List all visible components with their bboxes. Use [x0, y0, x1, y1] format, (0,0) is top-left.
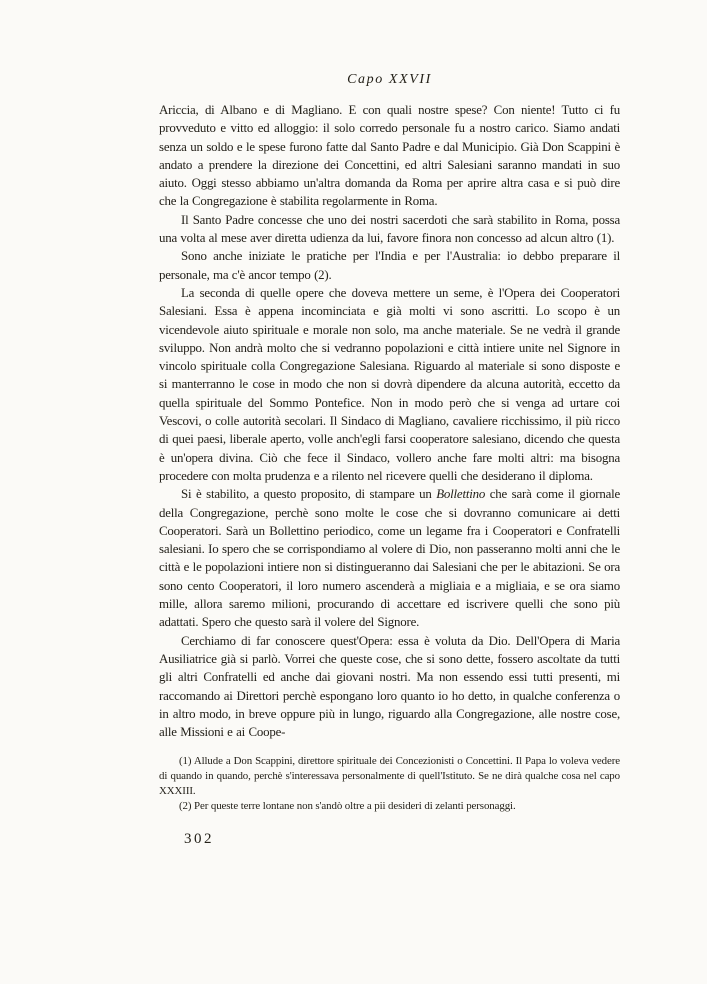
page-number: 302: [184, 831, 214, 848]
text-run: che sarà come il giornale della Congregazione, perchè sono molte le cose che si dovranno comunicare ai detti Cooperatori. Sarà un Bollettino periodico, come un legame fra i Cooperatori e Confratelli salesiani. Io spero che se corrispondiamo al volere di Dio, non passeranno molti anni che le città e le popolazioni intiere non si distingueranno dai Salesiani che per le abitazioni. Se ora sono cento Cooperatori, il loro numero ascenderà a migliaia e a migliaia, e se ora siamo mille, allora saremo milioni, procurando di accettare ed iscrivere quelli che sono più adattati. Spero che questo sarà il volere del Signore.: [159, 487, 620, 630]
paragraph: [159, 211, 620, 248]
paragraph: [159, 284, 620, 485]
paragraph: [159, 247, 620, 284]
body-text: [159, 101, 620, 741]
text-run: Si è stabilito, a questo proposito, di stampare un: [181, 487, 437, 502]
chapter-header: Capo XXVII: [347, 72, 432, 87]
text-run: (2) Per queste terre lontane non s'andò oltre a pii desideri di zelanti personaggi.: [179, 800, 516, 813]
paragraph: [159, 101, 620, 211]
paragraph: [159, 632, 620, 742]
text-run: Cerchiamo di far conoscere quest'Opera: essa è voluta da Dio. Dell'Opera di Maria Ausiliatrice già si parlò. Vorrei che queste cose, che si sono dette, fossero ascoltate da tutti gli altri Confratelli ed anche dai giovani nostri. Ma non essendo essi tutti presenti, mi raccomando ai Direttori perchè espongano loro quanto io ho detto, in qualche conferenza o in altro modo, in breve oppure più in lungo, riguardo alla Congregazione, alle nostre cose, alle Missioni e ai Coope-: [159, 633, 620, 740]
paragraph: [159, 485, 620, 631]
footnote: [159, 754, 620, 799]
footnote-section: [159, 754, 620, 814]
text-block: [159, 72, 620, 848]
text-run: La seconda di quelle opere che doveva mettere un seme, è l'Opera dei Cooperatori Salesiani. Essa è appena incominciata e già molti vi sono ascritti. Lo scopo è un vicendevole aiuto spirituale e morale non solo, ma anche materiale. Se ne vedrà il grande sviluppo. Non andrà molto che si vedranno popolazioni e città intiere unite nel Signore in vincolo spirituale colla Congregazione Salesiana. Riguardo al materiale si sono disposte e si manterranno le cose in modo che non si dovrà dipendere da alcuna autorità, eccetto da quella spirituale del Sommo Pontefice. Non in modo però che si venga ad urtare coi Vescovi, o colle autorità secolari. Il Sindaco di Magliano, cavaliere ricchissimo, il più ricco di quei paesi, liberale aperto, volle anch'egli farsi cooperatore salesiano, dicendo che questa è un'opera divina. Ciò che fece il Sindaco, vollero anche fare molti altri: ma bisogna procedere con molta prudenza e a rilento nel ricevere quelli che desiderano il diploma.: [159, 285, 620, 483]
text-run: Il Santo Padre concesse che uno dei nostri sacerdoti che sarà stabilito in Roma, possa una volta al mese aver diretta udienza da lui, favore finora non concesso ad alcun altro (1).: [159, 212, 620, 246]
text-run: Sono anche iniziate le pratiche per l'India e per l'Australia: io debbo preparare il personale, ma c'è ancor tempo (2).: [159, 249, 620, 282]
text-run: Ariccia, di Albano e di Magliano. E con quali nostre spese? Con niente! Tutto ci fu provveduto e vitto ed alloggio: il solo corredo personale fu a nostro carico. Siamo andati senza un soldo e le spese furono fatte dal Santo Padre e dal Municipio. Già Don Scappini è andato a prendere la direzione dei Concettini, ed altri Salesiani saranno mandati in suo aiuto. Oggi stesso abbiamo un'altra domanda da Roma per aprire altra casa e si può dire che la Congregazione è stabilita regolarmente in Roma.: [159, 103, 620, 209]
footnote: [159, 799, 620, 814]
italic-text-run: Bollettino: [436, 487, 486, 502]
text-run: (1) Allude a Don Scappini, direttore spirituale dei Concezionisti o Concettini. Il Papa lo voleva vedere di quando in quando, perchè s'interessava personalmente di quell'Istituto. Se ne dirà qualche cosa nel capo XXXIII.: [159, 755, 620, 798]
